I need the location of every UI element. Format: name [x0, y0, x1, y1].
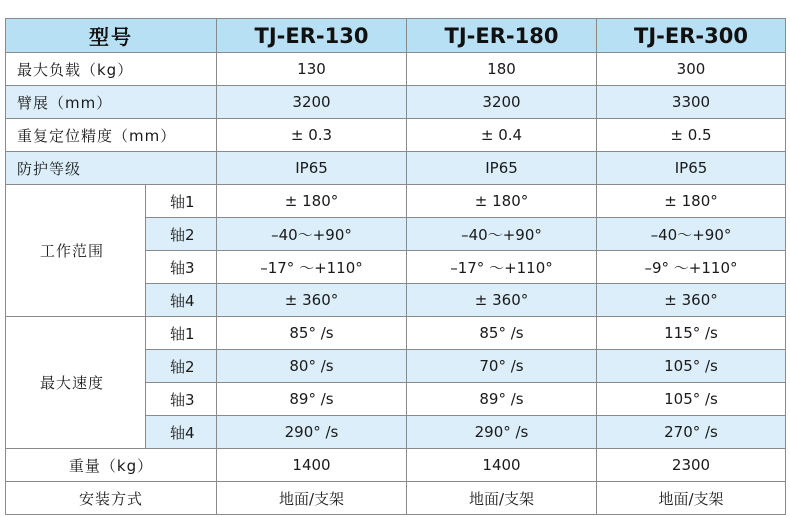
spec-value: 85° /s	[407, 317, 597, 350]
axis-label: 轴1	[146, 317, 217, 350]
row-label: 防护等级	[6, 152, 217, 185]
spec-value: –9° ～+110°	[597, 251, 786, 284]
spec-value: ± 360°	[597, 284, 786, 317]
spec-value: 地面/支架	[217, 482, 407, 515]
axis-label: 轴3	[146, 383, 217, 416]
spec-value: 地面/支架	[407, 482, 597, 515]
spec-value: 290° /s	[407, 416, 597, 449]
spec-value: –40～+90°	[407, 218, 597, 251]
spec-value: 105° /s	[597, 350, 786, 383]
work-range-group-label: 工作范围	[6, 185, 146, 317]
spec-value: 270° /s	[597, 416, 786, 449]
spec-value: ± 0.4	[407, 119, 597, 152]
spec-value: ± 360°	[217, 284, 407, 317]
header-row	[6, 19, 786, 53]
spec-value: 85° /s	[217, 317, 407, 350]
axis-label: 轴4	[146, 284, 217, 317]
model-header-label: 型号	[6, 19, 217, 53]
spec-value: 1400	[407, 449, 597, 482]
max-speed-group-label: 最大速度	[6, 317, 146, 449]
spec-value: 130	[217, 53, 407, 86]
spec-value: 地面/支架	[597, 482, 786, 515]
row-label: 重复定位精度（mm）	[6, 119, 217, 152]
work-range-axis1-row	[6, 185, 786, 218]
axis-label: 轴1	[146, 185, 217, 218]
spec-value: 2300	[597, 449, 786, 482]
row-label: 最大负载（kg）	[6, 53, 217, 86]
spec-row-arm-span	[6, 86, 786, 119]
spec-value: 89° /s	[217, 383, 407, 416]
spec-value: 1400	[217, 449, 407, 482]
row-label: 臂展（mm）	[6, 86, 217, 119]
spec-value: 89° /s	[407, 383, 597, 416]
spec-value: –17° ～+110°	[407, 251, 597, 284]
spec-value: IP65	[217, 152, 407, 185]
spec-value: 80° /s	[217, 350, 407, 383]
axis-label: 轴4	[146, 416, 217, 449]
model-column-header: TJ-ER-130	[217, 19, 407, 53]
row-label: 重量（kg）	[6, 449, 217, 482]
spec-value: ± 0.5	[597, 119, 786, 152]
spec-value: 300	[597, 53, 786, 86]
spec-value: 70° /s	[407, 350, 597, 383]
spec-value: 115° /s	[597, 317, 786, 350]
max-speed-axis1-row	[6, 317, 786, 350]
spec-value: 3200	[217, 86, 407, 119]
spec-row-max-load	[6, 53, 786, 86]
model-column-header: TJ-ER-300	[597, 19, 786, 53]
spec-value: ± 360°	[407, 284, 597, 317]
spec-value: ± 180°	[407, 185, 597, 218]
spec-row-repeatability	[6, 119, 786, 152]
spec-value: IP65	[597, 152, 786, 185]
spec-value: 180	[407, 53, 597, 86]
spec-row-weight	[6, 449, 786, 482]
axis-label: 轴2	[146, 218, 217, 251]
robot-spec-table	[5, 18, 786, 515]
spec-value: –40～+90°	[597, 218, 786, 251]
spec-value: 3300	[597, 86, 786, 119]
spec-value: ± 180°	[597, 185, 786, 218]
axis-label: 轴3	[146, 251, 217, 284]
spec-value: ± 0.3	[217, 119, 407, 152]
spec-value: ± 180°	[217, 185, 407, 218]
axis-label: 轴2	[146, 350, 217, 383]
spec-value: 3200	[407, 86, 597, 119]
spec-value: 105° /s	[597, 383, 786, 416]
spec-value: IP65	[407, 152, 597, 185]
model-column-header: TJ-ER-180	[407, 19, 597, 53]
spec-row-protection	[6, 152, 786, 185]
spec-value: –40～+90°	[217, 218, 407, 251]
spec-value: 290° /s	[217, 416, 407, 449]
row-label: 安装方式	[6, 482, 217, 515]
spec-row-mounting	[6, 482, 786, 515]
spec-value: –17° ～+110°	[217, 251, 407, 284]
